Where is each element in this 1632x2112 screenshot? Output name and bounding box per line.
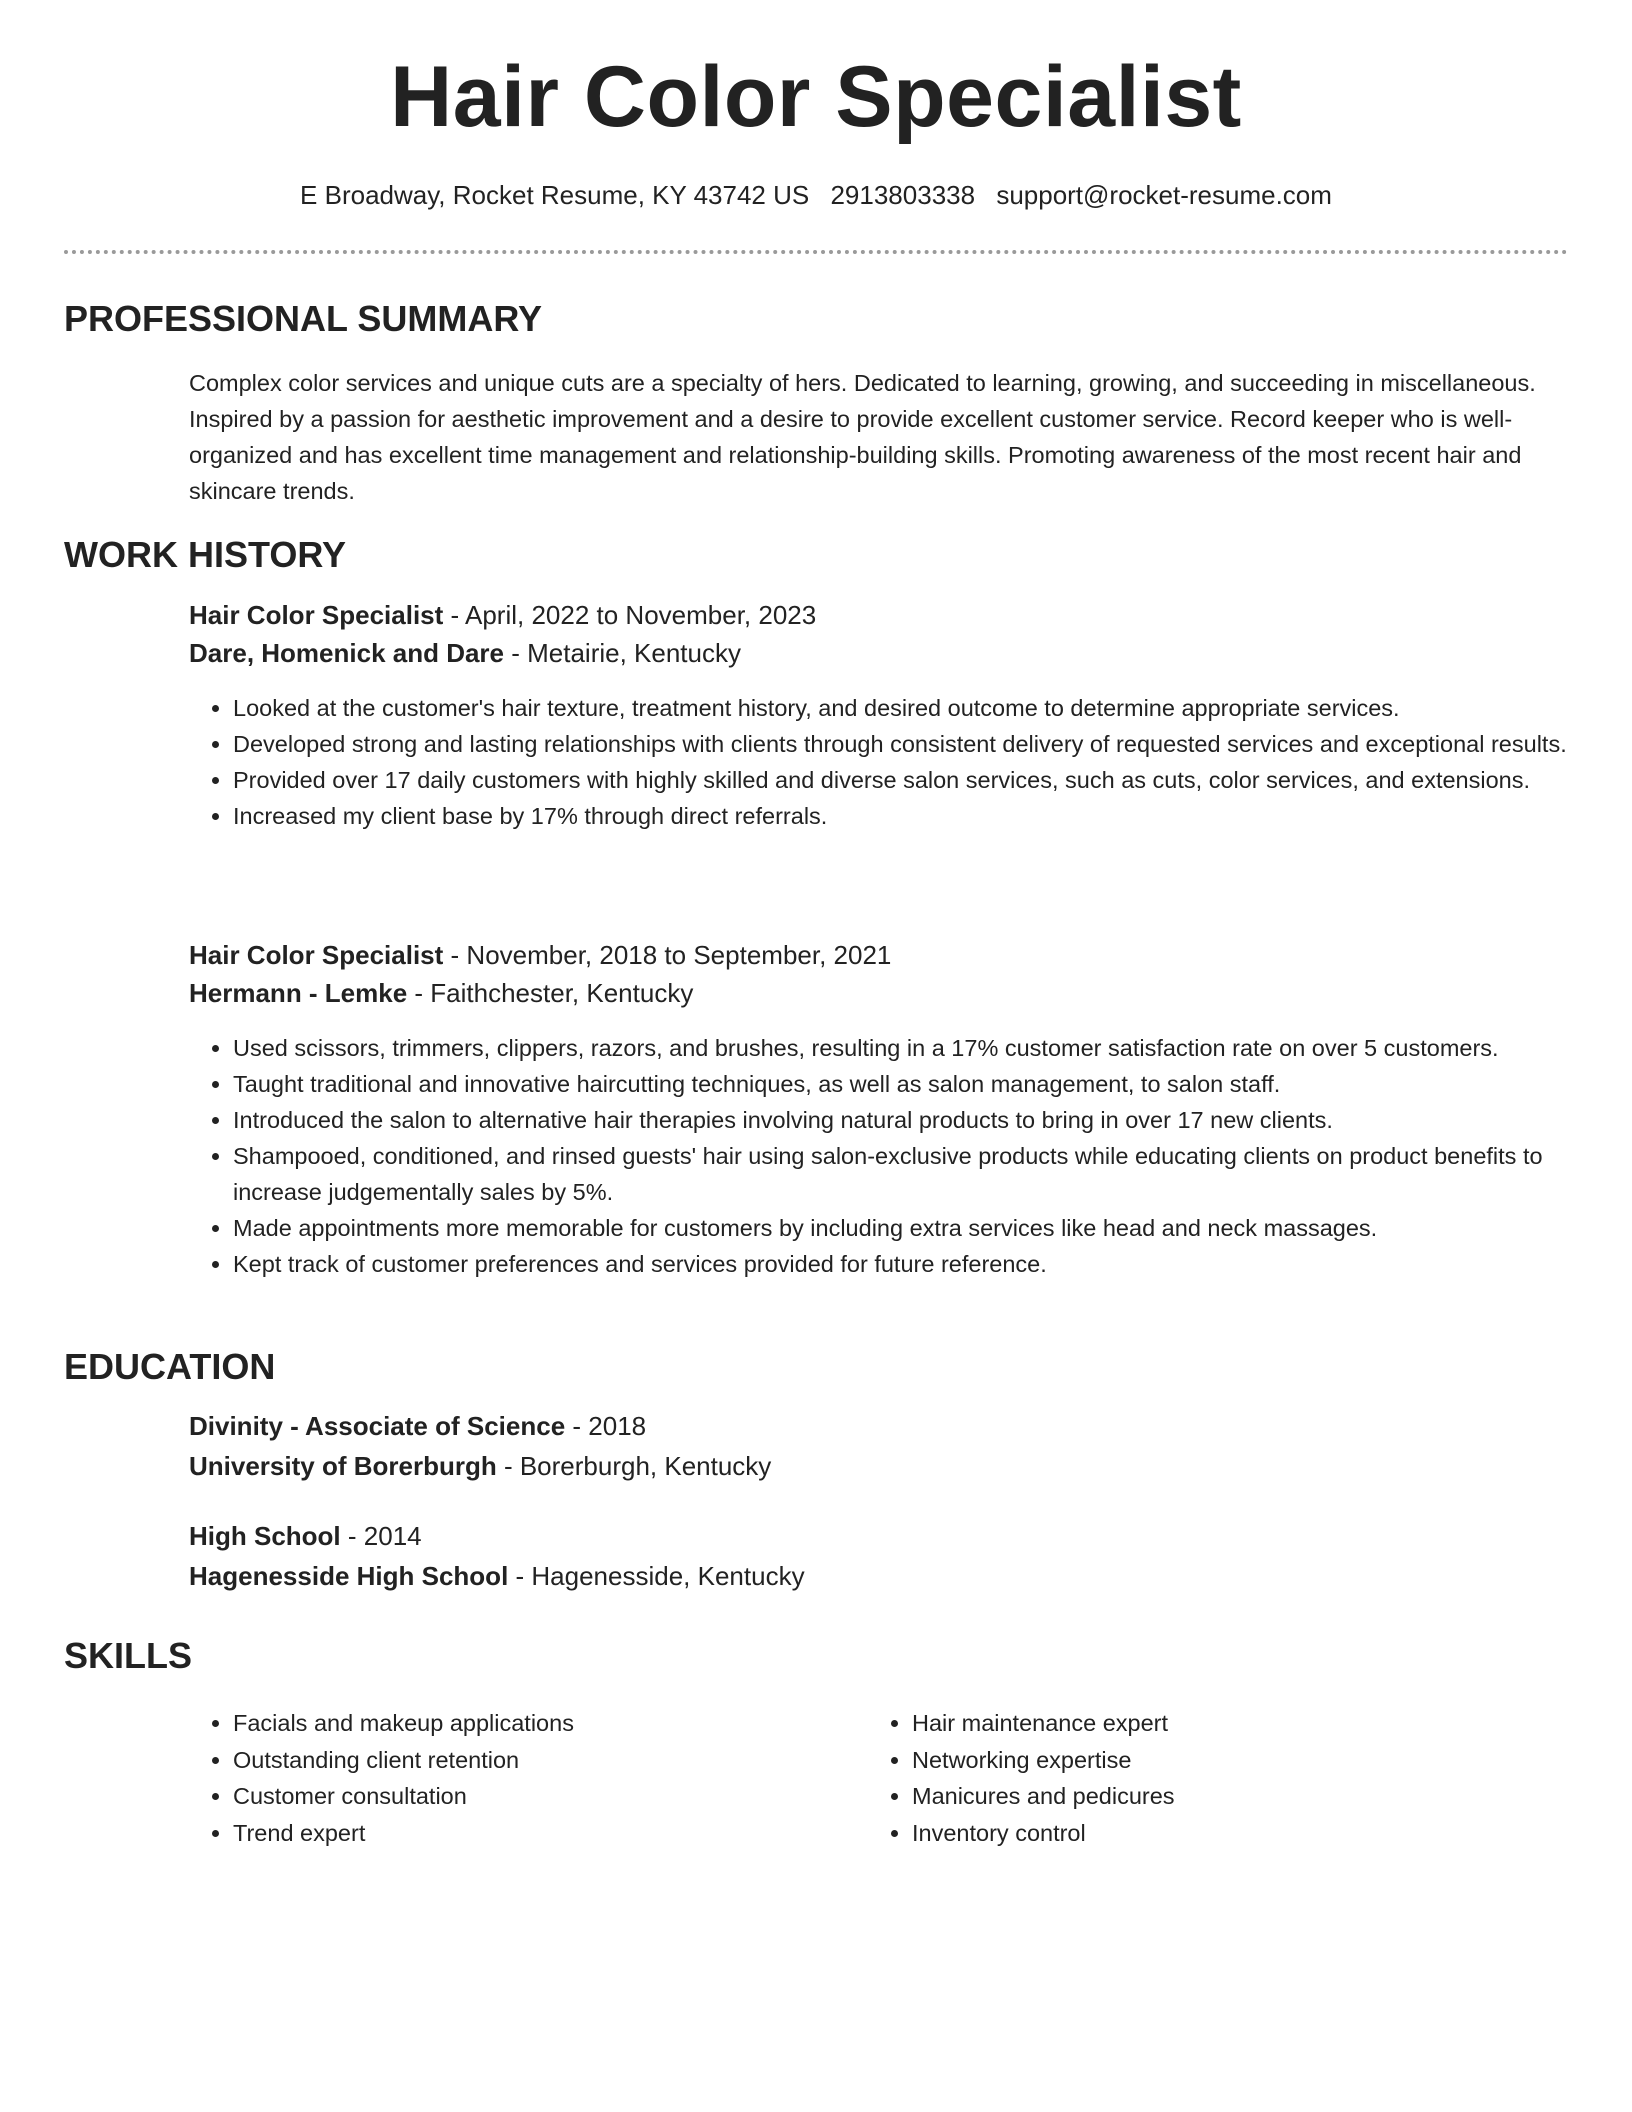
list-item: • Provided over 17 daily customers with highly skilled and diverse salon services, such as cuts, color services, and extensions. bbox=[233, 762, 1617, 798]
skill-item: • Manicures and pedicures bbox=[912, 1778, 1552, 1815]
contact-line bbox=[0, 180, 1632, 211]
skill-item: • Networking expertise bbox=[912, 1742, 1552, 1779]
contact-address: E Broadway, Rocket Resume, KY 43742 US bbox=[300, 180, 810, 210]
skill-item: • Outstanding client retention bbox=[233, 1742, 873, 1779]
list-item: • Kept track of customer preferences and services provided for future reference. bbox=[233, 1246, 1617, 1282]
education-school-line bbox=[189, 1451, 771, 1482]
education-degree-line bbox=[189, 1411, 646, 1442]
job-location: - Faithchester, Kentucky bbox=[407, 978, 694, 1008]
contact-email: support@rocket-resume.com bbox=[996, 180, 1332, 210]
job-title-line bbox=[189, 600, 816, 631]
list-item: • Taught traditional and innovative haircutting techniques, as well as salon management, to salon staff. bbox=[233, 1066, 1617, 1102]
section-title-education: EDUCATION bbox=[64, 1346, 276, 1387]
education-degree: Divinity - Associate of Science bbox=[189, 1411, 566, 1441]
education-school-line bbox=[189, 1561, 805, 1592]
list-item: • Increased my client base by 17% through direct referrals. bbox=[233, 798, 1617, 834]
job-location: - Metairie, Kentucky bbox=[504, 638, 741, 668]
education-location: - Hagenesside, Kentucky bbox=[508, 1561, 805, 1591]
list-item: • Made appointments more memorable for customers by including extra services like head and neck massages. bbox=[233, 1210, 1617, 1246]
job-dates: - November, 2018 to September, 2021 bbox=[443, 940, 892, 970]
job-company-line bbox=[189, 638, 741, 669]
education-school: Hagenesside High School bbox=[189, 1561, 509, 1591]
job-company-line bbox=[189, 978, 693, 1009]
job-role: Hair Color Specialist bbox=[189, 940, 444, 970]
header-divider bbox=[64, 250, 1568, 254]
skill-item: • Facials and makeup applications bbox=[233, 1705, 873, 1742]
skills-list-left bbox=[189, 1705, 873, 1851]
list-item: • Used scissors, trimmers, clippers, razors, and brushes, resulting in a 17% customer satisfaction rate on over 5 customers. bbox=[233, 1030, 1617, 1066]
education-year: - 2018 bbox=[565, 1411, 647, 1441]
job-company: Hermann - Lemke bbox=[189, 978, 408, 1008]
contact-phone: 2913803338 bbox=[830, 180, 976, 210]
section-title-skills: SKILLS bbox=[64, 1635, 193, 1676]
education-degree: High School bbox=[189, 1521, 341, 1551]
section-title-summary: PROFESSIONAL SUMMARY bbox=[64, 298, 543, 339]
skill-item: • Hair maintenance expert bbox=[912, 1705, 1552, 1742]
job-role: Hair Color Specialist bbox=[189, 600, 444, 630]
skill-item: • Customer consultation bbox=[233, 1778, 873, 1815]
education-school: University of Borerburgh bbox=[189, 1451, 497, 1481]
list-item: • Shampooed, conditioned, and rinsed guests' hair using salon-exclusive products while educating clients on product benefits to increase judgementally sales by 5%. bbox=[233, 1138, 1617, 1210]
job-dates: - April, 2022 to November, 2023 bbox=[443, 600, 817, 630]
list-item: • Developed strong and lasting relationships with clients through consistent delivery of requested services and exceptional results. bbox=[233, 726, 1617, 762]
list-item: • Looked at the customer's hair texture, treatment history, and desired outcome to determine appropriate services. bbox=[233, 690, 1617, 726]
skill-item: • Inventory control bbox=[912, 1815, 1552, 1852]
list-item: • Introduced the salon to alternative hair therapies involving natural products to bring in over 17 new clients. bbox=[233, 1102, 1617, 1138]
job-title-line bbox=[189, 940, 891, 971]
section-title-work-history: WORK HISTORY bbox=[64, 534, 347, 575]
education-location: - Borerburgh, Kentucky bbox=[496, 1451, 772, 1481]
summary-text: Complex color services and unique cuts are a specialty of hers. Dedicated to learning, growing, and succeeding in miscellaneous. Inspired by a passion for aesthetic improvement and a desire to provide excellent customer service. Record keeper who is well-organized and has excellent time management and relationship-building skills. Promoting awareness of the most recent hair and skincare trends. bbox=[189, 370, 1536, 504]
job-bullets bbox=[189, 1030, 1617, 1282]
education-year: - 2014 bbox=[340, 1521, 422, 1551]
skills-list-right bbox=[868, 1705, 1552, 1851]
job-bullets bbox=[189, 690, 1617, 834]
skill-item: • Trend expert bbox=[233, 1815, 873, 1852]
job-company: Dare, Homenick and Dare bbox=[189, 638, 505, 668]
candidate-name: Hair Color Specialist bbox=[390, 49, 1242, 145]
education-degree-line bbox=[189, 1521, 422, 1552]
